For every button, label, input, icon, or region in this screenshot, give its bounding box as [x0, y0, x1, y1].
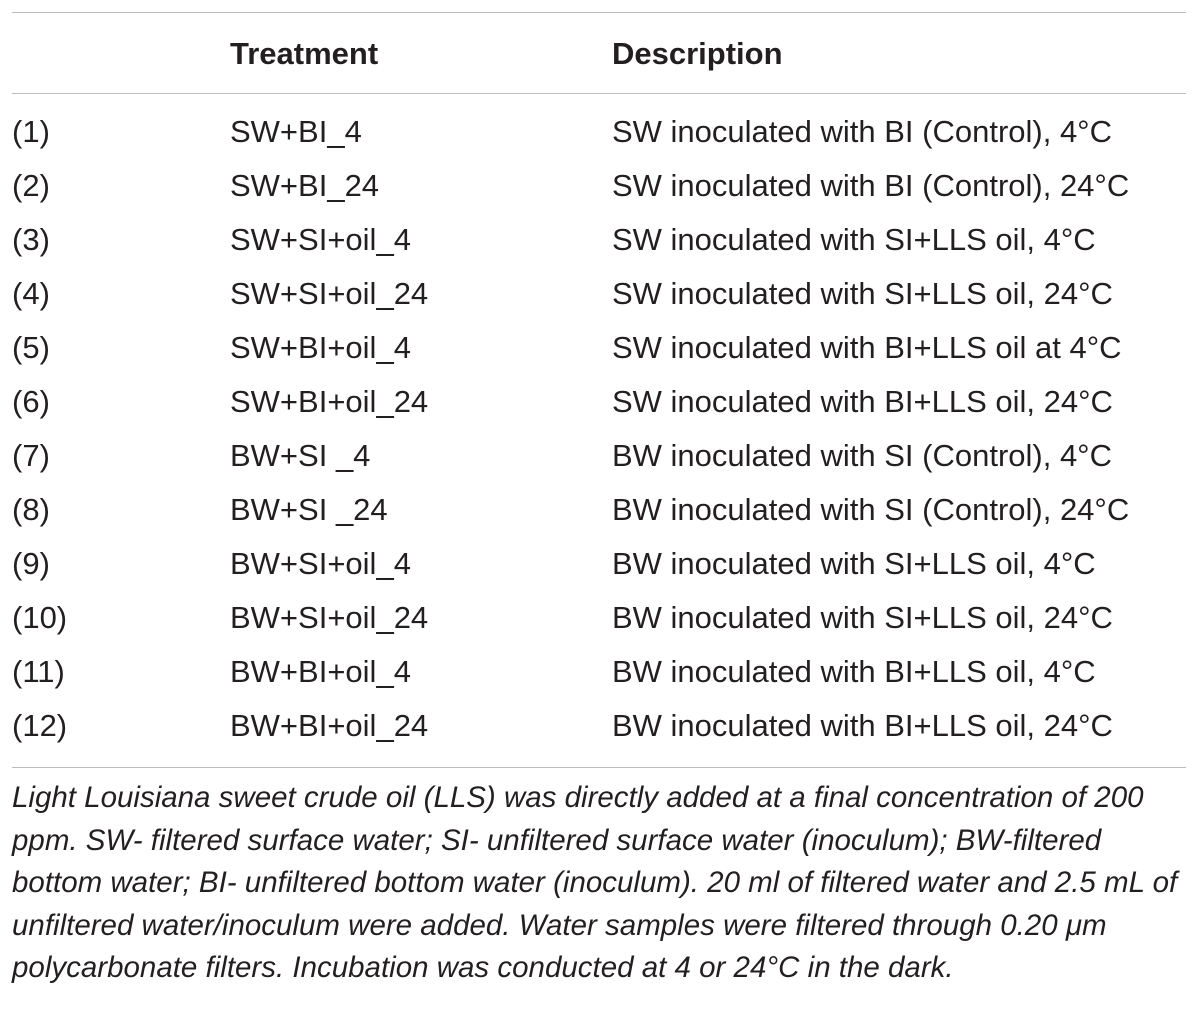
row-treatment: BW+BI+oil_24	[230, 708, 429, 743]
row-treatment: BW+SI _24	[230, 492, 388, 527]
row-treatment: SW+BI_4	[230, 114, 362, 149]
row-number: (4)	[12, 276, 50, 311]
table-row	[12, 703, 1186, 757]
table-row	[12, 487, 1186, 541]
row-number: (7)	[12, 438, 50, 473]
row-description: BW inoculated with SI (Control), 24°C	[612, 492, 1130, 527]
table-row	[12, 433, 1186, 487]
row-description: BW inoculated with BI+LLS oil, 4°C	[612, 654, 1096, 689]
row-number: (11)	[12, 654, 65, 689]
row-number: (10)	[12, 600, 68, 635]
row-number: (2)	[12, 168, 50, 203]
table-bottom-rule	[12, 767, 1186, 768]
row-treatment: SW+SI+oil_4	[230, 222, 411, 257]
row-treatment: BW+SI _4	[230, 438, 371, 473]
row-treatment: SW+BI+oil_4	[230, 330, 411, 365]
row-treatment: BW+BI+oil_4	[230, 654, 411, 689]
table-row	[12, 595, 1186, 649]
row-description: BW inoculated with BI+LLS oil, 24°C	[612, 708, 1113, 743]
row-number: (5)	[12, 330, 50, 365]
row-description: BW inoculated with SI+LLS oil, 4°C	[612, 546, 1096, 581]
table-top-rule	[12, 12, 1186, 13]
table-row	[12, 163, 1186, 217]
row-description: SW inoculated with BI (Control), 4°C	[612, 114, 1112, 149]
row-description: SW inoculated with BI (Control), 24°C	[612, 168, 1130, 203]
header-treatment: Treatment	[230, 36, 379, 71]
row-treatment: SW+BI+oil_24	[230, 384, 429, 419]
row-treatment: BW+SI+oil_24	[230, 600, 429, 635]
table-row	[12, 109, 1186, 163]
row-treatment: SW+BI_24	[230, 168, 380, 203]
row-description: SW inoculated with BI+LLS oil at 4°C	[612, 330, 1122, 365]
row-treatment: BW+SI+oil_4	[230, 546, 411, 581]
row-number: (8)	[12, 492, 50, 527]
row-number: (3)	[12, 222, 50, 257]
row-number: (12)	[12, 708, 68, 743]
table-row	[12, 271, 1186, 325]
row-description: SW inoculated with BI+LLS oil, 24°C	[612, 384, 1113, 419]
row-description: SW inoculated with SI+LLS oil, 4°C	[612, 222, 1096, 257]
table-row	[12, 379, 1186, 433]
header-description: Description	[612, 36, 783, 71]
table-row	[12, 325, 1186, 379]
table-row	[12, 217, 1186, 271]
row-treatment: SW+SI+oil_24	[230, 276, 429, 311]
row-number: (9)	[12, 546, 50, 581]
table-header-rule	[12, 93, 1186, 94]
table-header-row	[12, 32, 1186, 76]
table-body	[12, 109, 1186, 757]
row-description: BW inoculated with SI+LLS oil, 24°C	[612, 600, 1113, 635]
table-row	[12, 541, 1186, 595]
row-description: SW inoculated with SI+LLS oil, 24°C	[612, 276, 1113, 311]
row-description: BW inoculated with SI (Control), 4°C	[612, 438, 1112, 473]
row-number: (1)	[12, 114, 50, 149]
row-number: (6)	[12, 384, 50, 419]
table-footnote: Light Louisiana sweet crude oil (LLS) was directly added at a final concentration of 200 ppm. SW- filtered surface water; SI- unfiltered surface water (inoculum); BW-filtered bottom water; BI- unfiltered bottom water (inoculum). 20 ml of filtered water and 2.5 mL of unfiltered water/inoculum were added. Water samples were filtered through 0.20 μm polycarbonate filters. Incubation was conducted at 4 or 24°C in the dark.	[12, 781, 1178, 984]
table-row	[12, 649, 1186, 703]
